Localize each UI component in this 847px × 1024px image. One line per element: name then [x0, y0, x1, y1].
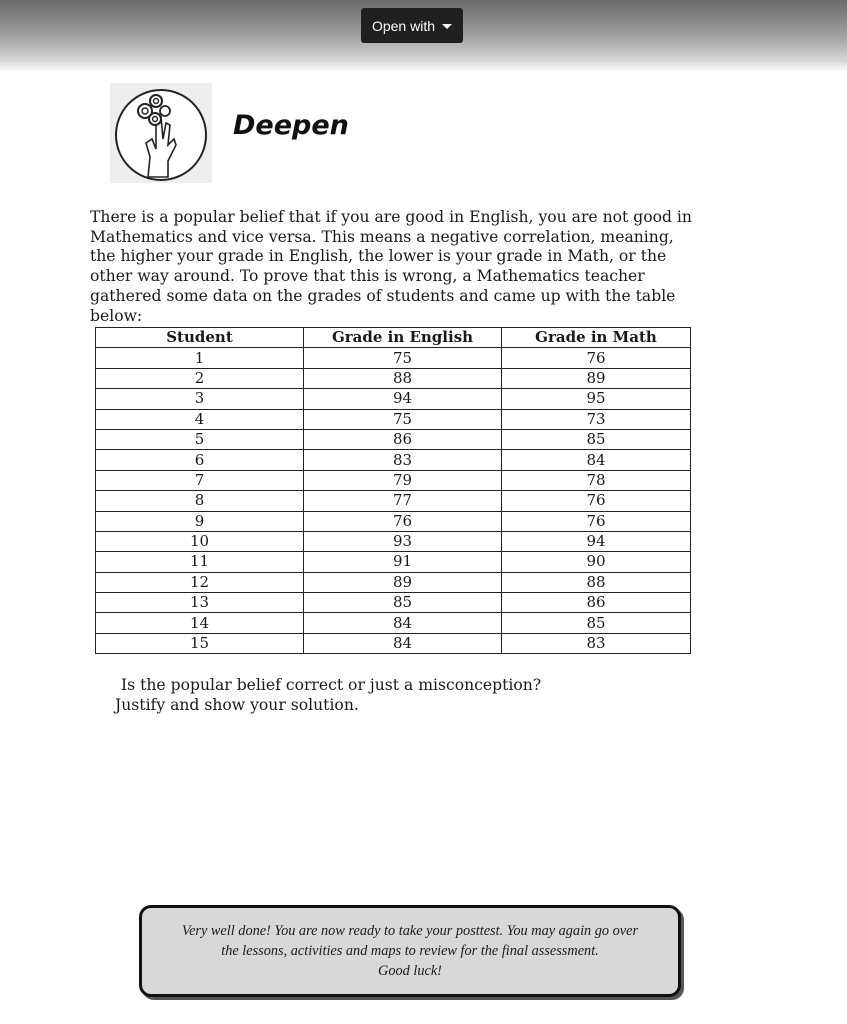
english-cell: 86: [304, 429, 502, 449]
math-cell: 94: [502, 531, 691, 551]
student-cell: 3: [96, 389, 304, 409]
table-row: [96, 633, 691, 653]
student-cell: 2: [96, 368, 304, 388]
english-cell: 76: [304, 511, 502, 531]
english-cell: 79: [304, 470, 502, 490]
question-text: [115, 676, 541, 715]
english-cell: 77: [304, 491, 502, 511]
table-row: [96, 593, 691, 613]
english-cell: 91: [304, 552, 502, 572]
table-row: [96, 348, 691, 368]
intro-line: other way around. To prove that this is wrong, a Mathematics teacher: [90, 267, 645, 286]
math-cell: 73: [502, 409, 691, 429]
table-row: [96, 511, 691, 531]
note-line: Very well done! You are now ready to take your posttest. You may again go over: [181, 923, 639, 939]
table-row: [96, 368, 691, 388]
math-cell: 76: [502, 491, 691, 511]
header-math: Grade in Math: [502, 328, 691, 348]
hand-gears-icon: [110, 83, 212, 183]
question-line: Justify and show your solution.: [115, 695, 359, 714]
english-cell: 89: [304, 572, 502, 592]
student-cell: 13: [96, 593, 304, 613]
intro-line: the higher your grade in English, the lower is your grade in Math, or the: [90, 247, 667, 266]
student-cell: 9: [96, 511, 304, 531]
student-cell: 4: [96, 409, 304, 429]
student-cell: 6: [96, 450, 304, 470]
student-cell: 11: [96, 552, 304, 572]
math-cell: 89: [502, 368, 691, 388]
english-cell: 75: [304, 409, 502, 429]
note-line: Good luck!: [378, 963, 442, 979]
student-cell: 1: [96, 348, 304, 368]
note-line: the lessons, activities and maps to review for the final assessment.: [221, 943, 599, 959]
table-row: [96, 470, 691, 490]
student-cell: 8: [96, 491, 304, 511]
table-row: [96, 572, 691, 592]
table-row: [96, 552, 691, 572]
english-cell: 75: [304, 348, 502, 368]
intro-paragraph: [90, 208, 720, 326]
section-title: Deepen: [233, 110, 349, 141]
english-cell: 85: [304, 593, 502, 613]
intro-line: gathered some data on the grades of students and came up with the table: [90, 286, 676, 305]
student-cell: 14: [96, 613, 304, 633]
intro-line: below:: [90, 306, 143, 325]
closing-note-box: [139, 905, 681, 997]
student-cell: 15: [96, 633, 304, 653]
student-cell: 7: [96, 470, 304, 490]
table-row: [96, 429, 691, 449]
question-line: Is the popular belief correct or just a misconception?: [121, 676, 542, 694]
header-english: Grade in English: [304, 328, 502, 348]
table-row: [96, 613, 691, 633]
table-row: [96, 389, 691, 409]
math-cell: 88: [502, 572, 691, 592]
english-cell: 84: [304, 633, 502, 653]
math-cell: 84: [502, 450, 691, 470]
english-cell: 88: [304, 368, 502, 388]
math-cell: 90: [502, 552, 691, 572]
dropdown-caret-icon: [442, 24, 452, 29]
math-cell: 95: [502, 389, 691, 409]
math-cell: 78: [502, 470, 691, 490]
student-cell: 12: [96, 572, 304, 592]
header-student: Student: [96, 328, 304, 348]
intro-line: Mathematics and vice versa. This means a negative correlation, meaning,: [90, 227, 674, 246]
student-cell: 5: [96, 429, 304, 449]
student-cell: 10: [96, 531, 304, 551]
table-row: [96, 409, 691, 429]
table-row: [96, 531, 691, 551]
table-row: [96, 450, 691, 470]
math-cell: 76: [502, 511, 691, 531]
viewer-top-bar: [0, 0, 847, 72]
math-cell: 76: [502, 348, 691, 368]
english-cell: 93: [304, 531, 502, 551]
intro-line: There is a popular belief that if you are good in English, you are not good in: [90, 208, 692, 226]
english-cell: 84: [304, 613, 502, 633]
math-cell: 83: [502, 633, 691, 653]
math-cell: 86: [502, 593, 691, 613]
table-row: [96, 491, 691, 511]
table-header-row: [96, 328, 691, 348]
open-with-button[interactable]: [361, 8, 463, 43]
grades-table: [95, 327, 691, 654]
math-cell: 85: [502, 429, 691, 449]
english-cell: 94: [304, 389, 502, 409]
open-with-label: Open with: [371, 17, 436, 34]
math-cell: 85: [502, 613, 691, 633]
english-cell: 83: [304, 450, 502, 470]
